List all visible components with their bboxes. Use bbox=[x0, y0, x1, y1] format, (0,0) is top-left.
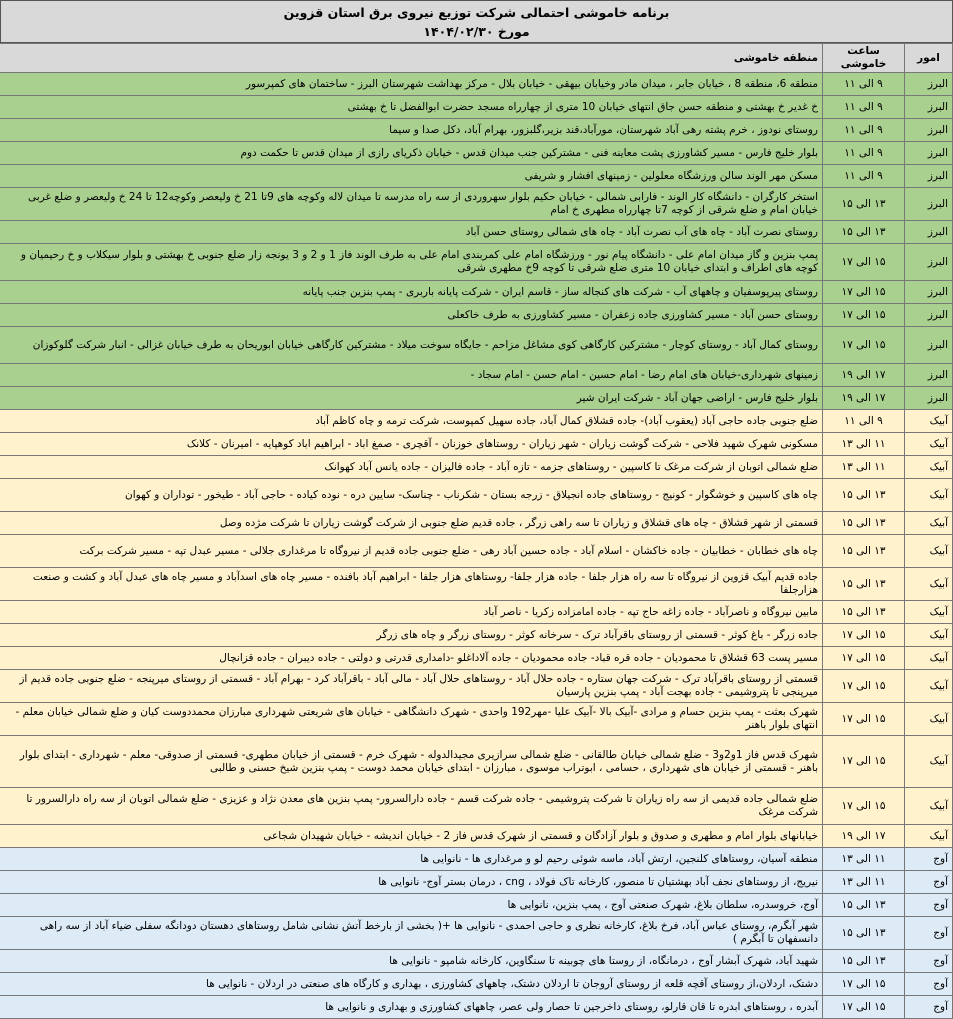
area-cell: قسمتی از روستای باقرآباد ترک - شرکت جهان ستاره - جاده حلال آباد - روستاهای حلال آباد - مالی آباد - باقرآباد کرد - بهرام آباد - قسمتی از روستای میرپنجه - ضلع جنوبی جاده قدیم از میرپنجی تا پتروشیمی - جاده بهجت آباد - پمپ بنزین پارسیان bbox=[0, 670, 823, 703]
time-cell: ۱۵ الی ۱۷ bbox=[823, 304, 905, 327]
table-row bbox=[0, 996, 953, 1019]
time-cell: ۱۵ الی ۱۷ bbox=[823, 647, 905, 670]
table-row bbox=[0, 894, 953, 917]
time-cell: ۱۱ الی ۱۳ bbox=[823, 848, 905, 871]
area-cell: جاده قدیم آبیک قزوین از نیروگاه تا سه راه هزار جلفا - جاده هزار جلفا- روستاهای هزار جلفا - ابراهیم آباد بافنده - مسیر چاه های اسدآباد و مسیر چاه های عبدل آباد و کشت و صنعت هزارجلفا bbox=[0, 568, 823, 601]
area-cell: خ غدیر خ بهشتی و منطقه حسن جاق انتهای خیابان 10 متری از چهارراه مسجد حضرت ابوالفضل تا خ بهشتی bbox=[0, 96, 823, 119]
time-cell: ۱۳ الی ۱۵ bbox=[823, 221, 905, 244]
table-row bbox=[0, 142, 953, 165]
area-cell: زمینهای شهرداری-خیابان های امام رضا - امام حسین - امام حسن - امام سجاد - bbox=[0, 364, 823, 387]
time-cell: ۱۵ الی ۱۷ bbox=[823, 996, 905, 1019]
area-cell: مسکونی شهرک شهید فلاحی - شرکت گوشت زیاران - شهر زیاران - روستاهای خوزنان - آقچری - صمغ اباد - ابراهیم اباد کوهپایه - امیرنان - کلانک bbox=[0, 433, 823, 456]
region-column-header: امور bbox=[905, 44, 953, 73]
time-cell: ۱۵ الی ۱۷ bbox=[823, 973, 905, 996]
area-cell: روستای پیرپوسفیان و چاههای آب - شرکت های کنجاله ساز - قاسم ایران - شرکت پایانه باربری - پمپ بنزین جنب پایانه bbox=[0, 281, 823, 304]
region-cell: البرز bbox=[905, 221, 953, 244]
region-cell: آبیک bbox=[905, 825, 953, 848]
time-cell: ۹ الی ۱۱ bbox=[823, 142, 905, 165]
region-cell: البرز bbox=[905, 364, 953, 387]
region-cell: آبیک bbox=[905, 456, 953, 479]
time-cell: ۱۳ الی ۱۵ bbox=[823, 535, 905, 568]
table-row bbox=[0, 119, 953, 142]
table-header-row bbox=[0, 44, 953, 73]
table-row bbox=[0, 512, 953, 535]
time-cell: ۱۷ الی ۱۹ bbox=[823, 387, 905, 410]
area-cell: ضلع شمالی جاده قدیمی از سه راه زیاران تا شرکت پتروشیمی - جاده شرکت قسم - جاده دارالسرور- پمپ بنزین های معدن نژاد و عزیزی - ضلع شمالی اتوبان از سه راه دارالسرور تا شرکت مرغک bbox=[0, 788, 823, 825]
time-cell: ۱۱ الی ۱۳ bbox=[823, 456, 905, 479]
time-cell: ۱۵ الی ۱۷ bbox=[823, 624, 905, 647]
table-row bbox=[0, 703, 953, 736]
region-cell: البرز bbox=[905, 327, 953, 364]
time-cell: ۱۳ الی ۱۵ bbox=[823, 512, 905, 535]
table-row bbox=[0, 535, 953, 568]
schedule-date: مورخ ۱۴۰۴/۰۲/۳۰ bbox=[423, 24, 530, 39]
time-cell: ۱۵ الی ۱۷ bbox=[823, 281, 905, 304]
region-cell: البرز bbox=[905, 387, 953, 410]
table-row bbox=[0, 736, 953, 788]
area-column-header: منطقه خاموشی bbox=[0, 44, 823, 73]
area-cell: چاه های کاسپین و خوشگوار - کونیج - روستاهای جاده انجیلاق - زرجه بستان - شکرناب - چناسک- سایین دره - نوده کیاده - حاجی آباد - طیخور - توداران و کهوان bbox=[0, 479, 823, 512]
time-cell: ۹ الی ۱۱ bbox=[823, 410, 905, 433]
region-cell: آبیک bbox=[905, 535, 953, 568]
time-cell: ۱۷ الی ۱۹ bbox=[823, 364, 905, 387]
table-row bbox=[0, 433, 953, 456]
region-cell: البرز bbox=[905, 142, 953, 165]
time-cell: ۹ الی ۱۱ bbox=[823, 165, 905, 188]
table-row bbox=[0, 479, 953, 512]
area-cell: ضلع جنوبی جاده حاجی آباد (یعقوب آباد)- جاده قشلاق کمال آباد، جاده سهیل کمپوست، شرکت ترمه و چاه کاظم آباد bbox=[0, 410, 823, 433]
region-cell: آبیک bbox=[905, 647, 953, 670]
time-cell: ۹ الی ۱۱ bbox=[823, 119, 905, 142]
region-cell: آوج bbox=[905, 917, 953, 950]
region-cell: آوج bbox=[905, 894, 953, 917]
region-cell: البرز bbox=[905, 96, 953, 119]
area-cell: بلوار خلیج فارس - اراضی جهان آباد - شرکت ایران شیر bbox=[0, 387, 823, 410]
area-cell: دشتک، اردلان،از روستای آقچه قلعه از روستای آروجان تا اردلان دشتک، چاههای کشاورزی ، بهداری و کارگاه های صنعتی در اردلان - نانوایی ها bbox=[0, 973, 823, 996]
region-cell: آبیک bbox=[905, 788, 953, 825]
area-cell: منطقه آسیان، روستاهای کلنجین، ارتش آباد، ماسه شوئی رحیم لو و مرغداری ها - نانوایی ها bbox=[0, 848, 823, 871]
region-cell: آوج bbox=[905, 950, 953, 973]
time-column-header: ساعت خاموشی bbox=[823, 44, 905, 73]
time-cell: ۱۵ الی ۱۷ bbox=[823, 670, 905, 703]
table-row bbox=[0, 73, 953, 96]
time-cell: ۱۳ الی ۱۵ bbox=[823, 188, 905, 221]
region-cell: آوج bbox=[905, 996, 953, 1019]
time-cell: ۱۳ الی ۱۵ bbox=[823, 601, 905, 624]
table-row bbox=[0, 871, 953, 894]
table-row bbox=[0, 825, 953, 848]
area-cell: نیریج، از روستاهای نجف آباد بهشتیان تا منصور، کارخانه تاک فولاد ، cng ، درمان بستر آوج- نانوایی ها bbox=[0, 871, 823, 894]
time-cell: ۱۵ الی ۱۷ bbox=[823, 327, 905, 364]
region-cell: آبیک bbox=[905, 512, 953, 535]
area-cell: قسمتی از شهر قشلاق - چاه های قشلاق و زیاران تا سه راهی زرگر ، جاده قدیم ضلع جنوبی از شرکت گوشت زیاران تا شرکت مژده وصل bbox=[0, 512, 823, 535]
region-cell: آبیک bbox=[905, 410, 953, 433]
region-cell: البرز bbox=[905, 244, 953, 281]
area-cell: شهر آبگرم، روستای عباس آباد، فرخ بلاغ، کارخانه نظری و حاجی احمدی - نانوایی ها +( بخشی از بارخط آتش نشانی شامل روستاهای دهستان دودانگه سفلی ضیاء آباد از سه راهی دانسفهان تا آبگرم ) bbox=[0, 917, 823, 950]
time-cell: ۱۵ الی ۱۷ bbox=[823, 788, 905, 825]
time-cell: ۱۱ الی ۱۳ bbox=[823, 871, 905, 894]
time-cell: ۱۵ الی ۱۷ bbox=[823, 736, 905, 788]
region-cell: البرز bbox=[905, 304, 953, 327]
table-row bbox=[0, 281, 953, 304]
region-cell: البرز bbox=[905, 165, 953, 188]
table-row bbox=[0, 647, 953, 670]
table-row bbox=[0, 788, 953, 825]
region-cell: آوج bbox=[905, 848, 953, 871]
table-row bbox=[0, 950, 953, 973]
table-row bbox=[0, 848, 953, 871]
time-cell: ۱۳ الی ۱۵ bbox=[823, 894, 905, 917]
area-cell: چاه های خطابان - خطابیان - جاده خاکشان - اسلام آباد - جاده حسین آباد رهی - ضلع جنوبی جاده قدیم از نیروگاه تا مرغداری جلالی - مسیر عبدل تپه - مسیر شرکت برکت bbox=[0, 535, 823, 568]
table-row bbox=[0, 364, 953, 387]
schedule-title: برنامه خاموشی احتمالی شرکت توزیع نیروی برق استان قزوین bbox=[283, 5, 670, 20]
table-row bbox=[0, 917, 953, 950]
region-cell: آبیک bbox=[905, 479, 953, 512]
region-cell: آوج bbox=[905, 973, 953, 996]
region-cell: البرز bbox=[905, 73, 953, 96]
region-cell: البرز bbox=[905, 188, 953, 221]
time-cell: ۱۳ الی ۱۵ bbox=[823, 568, 905, 601]
time-cell: ۱۱ الی ۱۳ bbox=[823, 433, 905, 456]
region-cell: آبیک bbox=[905, 601, 953, 624]
area-cell: روستای نصرت آباد - چاه های آب نصرت آباد - چاه های شمالی روستای حسن آباد bbox=[0, 221, 823, 244]
area-cell: روستای حسن آباد - مسیر کشاورزی جاده زعفران - مسیر کشاورزی به طرف خاکعلی bbox=[0, 304, 823, 327]
region-cell: آبیک bbox=[905, 568, 953, 601]
region-cell: آوج bbox=[905, 871, 953, 894]
time-cell: ۹ الی ۱۱ bbox=[823, 73, 905, 96]
table-row bbox=[0, 244, 953, 281]
region-cell: البرز bbox=[905, 119, 953, 142]
schedule-table bbox=[0, 43, 953, 1019]
area-cell: خیابانهای بلوار امام و مطهری و صدوق و بلوار آزادگان و قسمتی از شهرک قدس فاز 2 - خیابان اندیشه - خیابان شهیدان شجاعی bbox=[0, 825, 823, 848]
table-row bbox=[0, 973, 953, 996]
table-row bbox=[0, 221, 953, 244]
area-cell: آوج، خروسدره، سلطان بلاغ، شهرک صنعتی آوج ، پمپ بنزین، نانوایی ها bbox=[0, 894, 823, 917]
table-row bbox=[0, 188, 953, 221]
time-cell: ۹ الی ۱۱ bbox=[823, 96, 905, 119]
area-cell: بلوار خلیج فارس - مسیر کشاورزی پشت معاینه فنی - مشترکین جنب میدان قدس - خیابان ذکریای رازی از میدان قدس تا حکمت دوم bbox=[0, 142, 823, 165]
region-cell: آبیک bbox=[905, 433, 953, 456]
table-row bbox=[0, 387, 953, 410]
table-row bbox=[0, 601, 953, 624]
table-row bbox=[0, 568, 953, 601]
area-cell: مسکن مهر الوند سالن ورزشگاه معلولین - زمینهای افشار و شریفی bbox=[0, 165, 823, 188]
time-cell: ۱۷ الی ۱۹ bbox=[823, 825, 905, 848]
region-cell: البرز bbox=[905, 281, 953, 304]
area-cell: منطقه 6، منطقه 8 ، خیابان جابر ، میدان مادر وخیابان بیهقی - خیابان بلال - مرکز بهداشت شهرستان البرز - ساختمان های کمپرسور bbox=[0, 73, 823, 96]
area-cell: شهرک قدس فاز 1و2و3 - ضلع شمالی خیابان طالقانی - ضلع شمالی سرازیری مجیدالدوله - شهرک خرم - قسمتی از خیابان مطهری- قسمتی از صدوقی- معلم - شهرداری - ابتدای بلوار باهنر - قسمتی از خیابان های شهرداری ، حسامی ، ابوتراب موسوی ، مبارزان - ابتدای خیابان محمد دوست - پمپ بنزین شیخ حسنی و طالبی bbox=[0, 736, 823, 788]
table-row bbox=[0, 456, 953, 479]
area-cell: مابین نیروگاه و ناصرآباد - جاده زاغه حاج تپه - جاده امامزاده زکریا - ناصر آباد bbox=[0, 601, 823, 624]
area-cell: آبدره ، روستاهای ابدره تا قان قارلو، روستای داخرجین تا حصار ولی عصر، چاههای کشاورزی و بهداری و نانوایی ها bbox=[0, 996, 823, 1019]
table-row bbox=[0, 165, 953, 188]
area-cell: استخر کارگران - دانشگاه کار الوند - فارابی شمالی - خیابان حکیم بلوار سهروردی از سه راه مدرسه تا میدان لاله وکوچه های 9تا 21 خ ولیعصر وکوچه12 تا 24 خ ولیعصر و ضلع غربی خیابان امام و ضلع شرقی از کوچه 7تا چهارراه مطهری خ امام bbox=[0, 188, 823, 221]
area-cell: روستای نودوز ، خرم پشته رهی آباد شهرستان، مورآباد،قند بزیر،گلبزور، بهرام آباد، دکل صدا و سیما bbox=[0, 119, 823, 142]
schedule-header bbox=[0, 0, 953, 43]
time-cell: ۱۳ الی ۱۵ bbox=[823, 950, 905, 973]
table-row bbox=[0, 410, 953, 433]
area-cell: شهرک بعثت - پمپ بنزین حسام و مرادی -آبیک بالا -آبیک علیا -مهر192 واحدی - شهرک دانشگاهی - خیابان های شریعتی شهرداری مبارزان محمددوست کیان و ضلع شمالی خیابان معلم - انتهای بلوار باهنر bbox=[0, 703, 823, 736]
region-cell: آبیک bbox=[905, 703, 953, 736]
table-row bbox=[0, 304, 953, 327]
time-cell: ۱۵ الی ۱۷ bbox=[823, 703, 905, 736]
area-cell: شهید آباد، شهرک آبشار آوج ، درمانگاه، از روستا های چوبینه تا سنگاوین، کارخانه شامپو - نانوایی ها bbox=[0, 950, 823, 973]
table-row bbox=[0, 327, 953, 364]
region-cell: آبیک bbox=[905, 624, 953, 647]
table-row bbox=[0, 624, 953, 647]
area-cell: روستای کمال آباد - روستای کوچار - مشترکین کارگاهی کوی مشاغل مزاحم - جایگاه سوخت میلاد - مشترکین کارگاهی خیابان ابوریحان به طرف خیابان غزالی - انبار شرکت گلوکوزان bbox=[0, 327, 823, 364]
area-cell: جاده زرگر - باغ کوثر - قسمتی از روستای باقرآباد ترک - سرخانه کوثر - روستای زرگر و چاه های زرگر bbox=[0, 624, 823, 647]
table-row bbox=[0, 670, 953, 703]
area-cell: مسیر پست 63 قشلاق تا محمودیان - جاده قره قباد- جاده محمودیان - جاده آلاداغلو -دامداری قدرتی و دولتی - جاده دیبران - جاده قزانچال bbox=[0, 647, 823, 670]
table-row bbox=[0, 96, 953, 119]
area-cell: ضلع شمالی اتوبان از شرکت مرغک تا کاسپین - روستاهای جزمه - تازه آباد - جاده فالیزان - جاده یانس آباد کهوانک bbox=[0, 456, 823, 479]
region-cell: آبیک bbox=[905, 736, 953, 788]
time-cell: ۱۵ الی ۱۷ bbox=[823, 244, 905, 281]
area-cell: پمپ بنزین و گاز میدان امام علی - دانشگاه پیام نور - ورزشگاه امام علی کمربندی امام علی به طرف الوند فاز 1 و 2 و 3 یونجه زار ضلع جنوبی خ بهشتی و بلوار سیکلاب و خ رحیمیان و کوچه های اطراف و ابتدای خیابان 10 متری ضلع شرقی تا کوچه 9خ مطهری شرقی bbox=[0, 244, 823, 281]
time-cell: ۱۳ الی ۱۵ bbox=[823, 917, 905, 950]
time-cell: ۱۳ الی ۱۵ bbox=[823, 479, 905, 512]
region-cell: آبیک bbox=[905, 670, 953, 703]
